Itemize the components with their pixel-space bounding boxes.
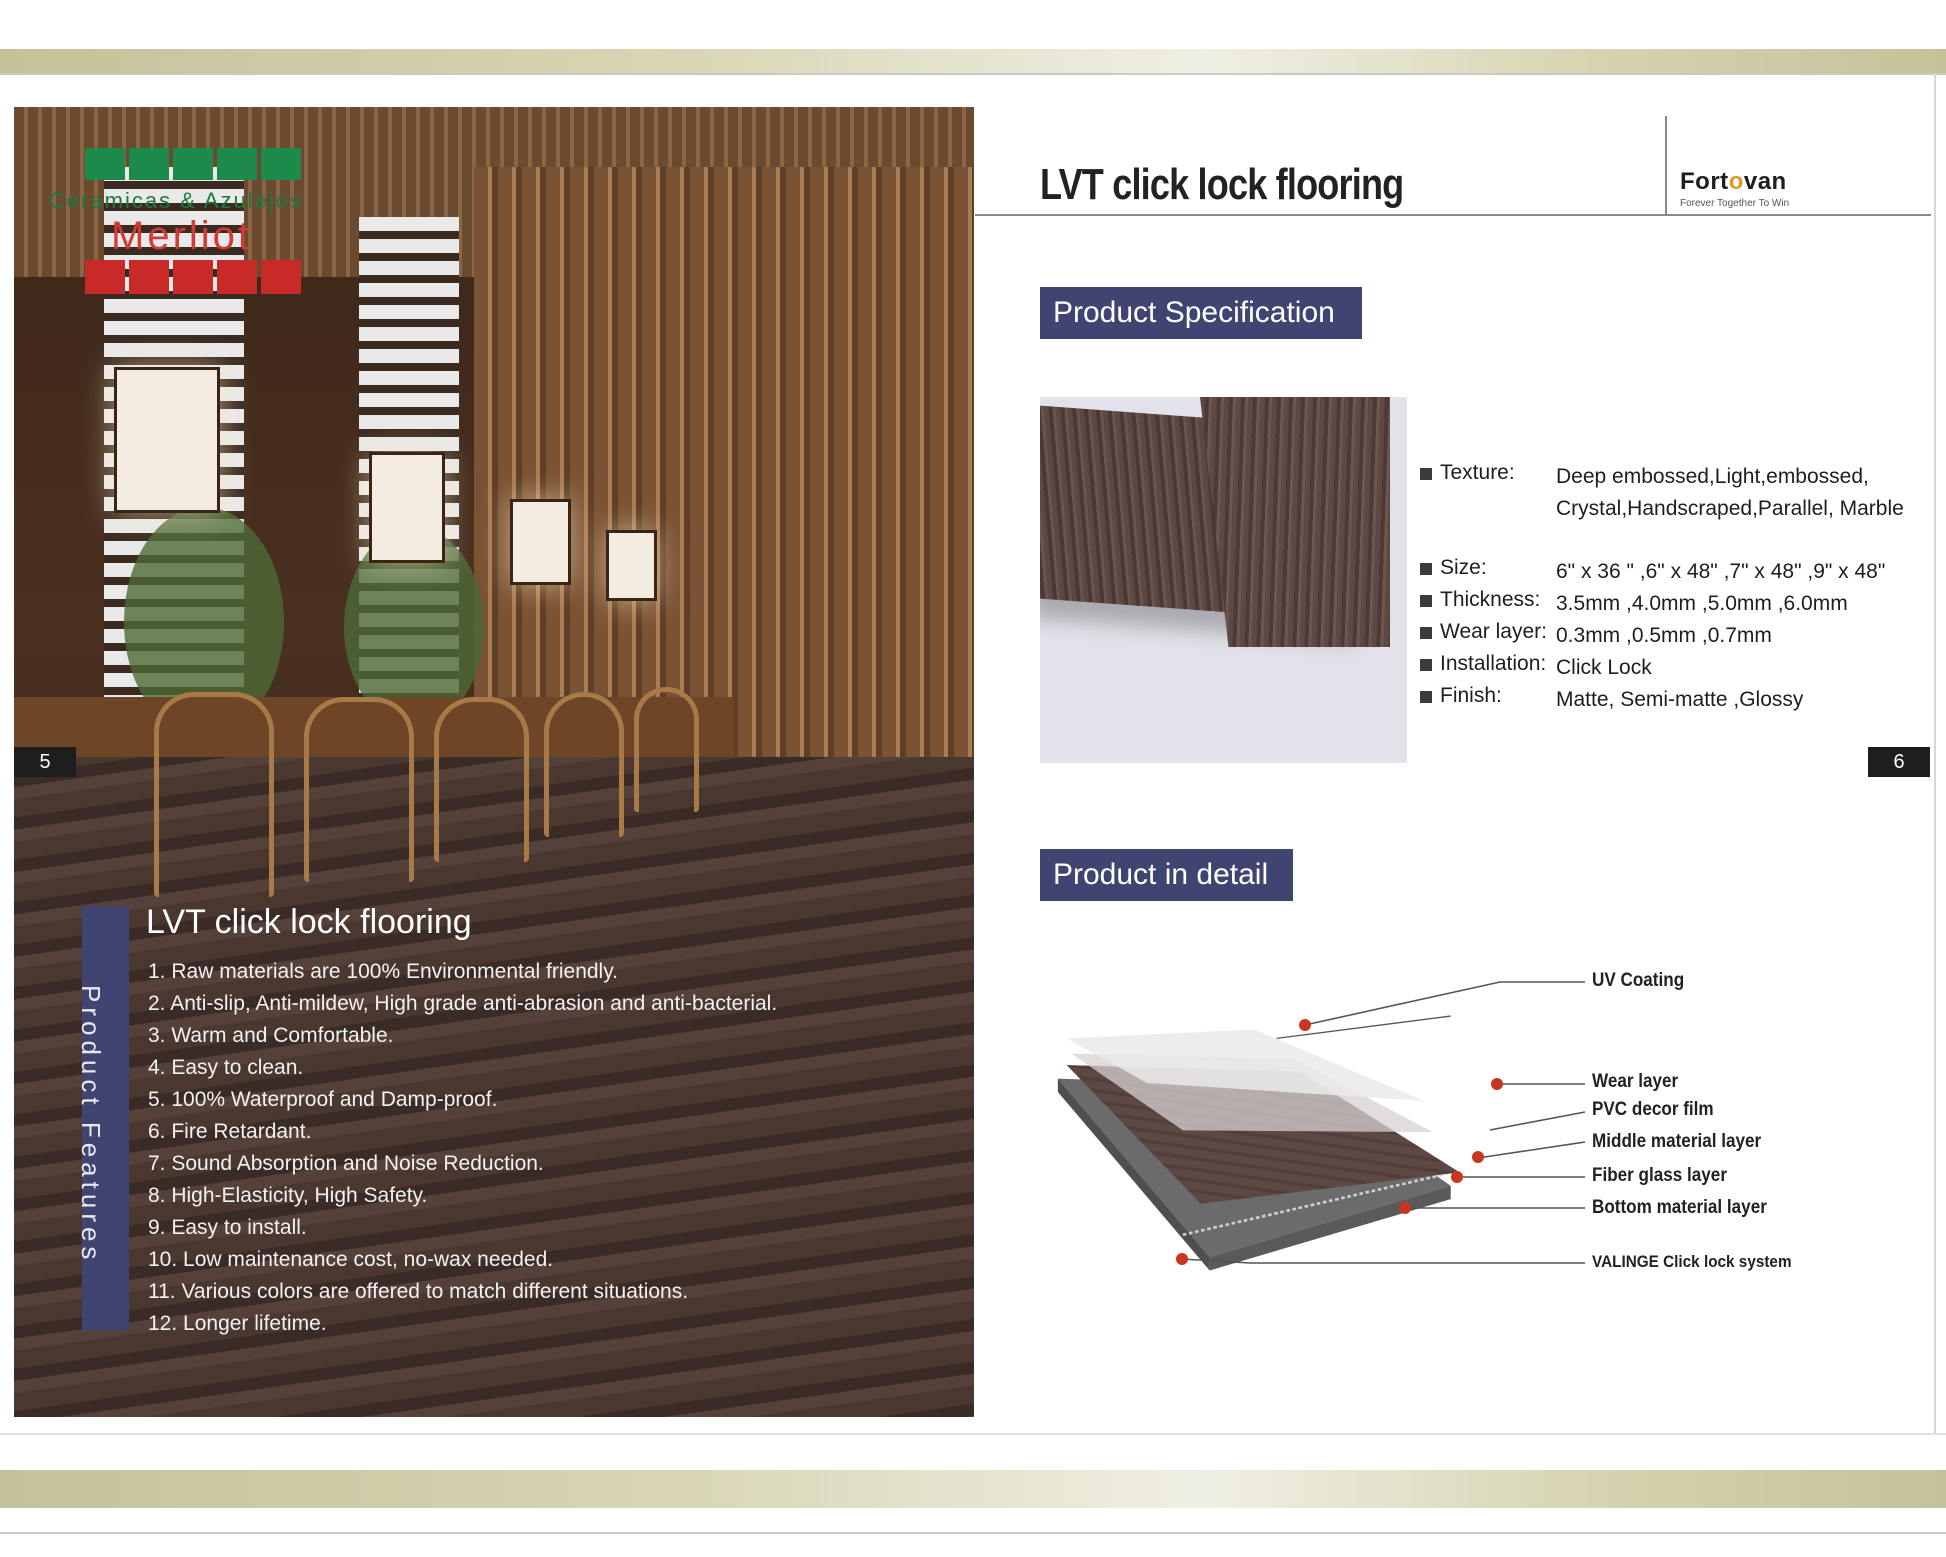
- features-title: LVT click lock flooring: [146, 903, 472, 941]
- callout-dot: [1451, 1171, 1463, 1183]
- bottom-thin-rule: [0, 1532, 1946, 1534]
- feature-item: 12. Longer lifetime.: [148, 1312, 327, 1335]
- page-title: LVT click lock flooring: [1040, 160, 1404, 209]
- feature-item: 5. 100% Waterproof and Damp-proof.: [148, 1088, 498, 1111]
- layer-label: UV Coating: [1592, 970, 1685, 991]
- layer-label: Wear layer: [1592, 1071, 1679, 1092]
- spec-heading: Product Specification: [1040, 287, 1362, 339]
- bottom-decorative-band: [0, 1470, 1946, 1508]
- callout-dot: [1176, 1253, 1188, 1265]
- layer-label: Middle material layer: [1592, 1131, 1762, 1152]
- callout-dot: [1299, 1019, 1311, 1031]
- layer-label: Bottom material layer: [1592, 1197, 1767, 1218]
- feature-item: 9. Easy to install.: [148, 1216, 307, 1239]
- detail-heading: Product in detail: [1040, 849, 1293, 901]
- feature-item: 7. Sound Absorption and Noise Reduction.: [148, 1152, 544, 1175]
- feature-item: 1. Raw materials are 100% Environmental friendly.: [148, 960, 618, 983]
- brand-tagline: Forever Together To Win: [1680, 198, 1790, 209]
- callout-dot: [1491, 1078, 1503, 1090]
- feature-item: 8. High-Elasticity, High Safety.: [148, 1184, 428, 1207]
- layer-label: VALINGE Click lock system: [1592, 1252, 1792, 1271]
- feature-item: 11. Various colors are offered to match different situations.: [148, 1280, 689, 1303]
- side-label: Product Features: [76, 985, 106, 1265]
- callout-dot: [1399, 1202, 1411, 1214]
- bottom-rule: [0, 1433, 1946, 1435]
- logo-line1: Ceramicas & Azulejos: [49, 188, 303, 213]
- feature-item: 6. Fire Retardant.: [148, 1120, 312, 1143]
- feature-item: 4. Easy to clean.: [148, 1056, 304, 1079]
- layer-label: PVC decor film: [1592, 1099, 1714, 1120]
- callout-dot: [1472, 1151, 1484, 1163]
- feature-item: 3. Warm and Comfortable.: [148, 1024, 394, 1047]
- page-number-right: 6: [1868, 747, 1930, 777]
- logo-line2: Merliot: [111, 214, 253, 258]
- layer-label: Fiber glass layer: [1592, 1165, 1727, 1186]
- brand-name: Fortovan: [1680, 168, 1787, 195]
- feature-item: 2. Anti-slip, Anti-mildew, High grade anti-abrasion and anti-bacterial.: [148, 992, 778, 1015]
- page-number-left: 5: [14, 747, 76, 777]
- feature-item: 10. Low maintenance cost, no-wax needed.: [148, 1248, 554, 1271]
